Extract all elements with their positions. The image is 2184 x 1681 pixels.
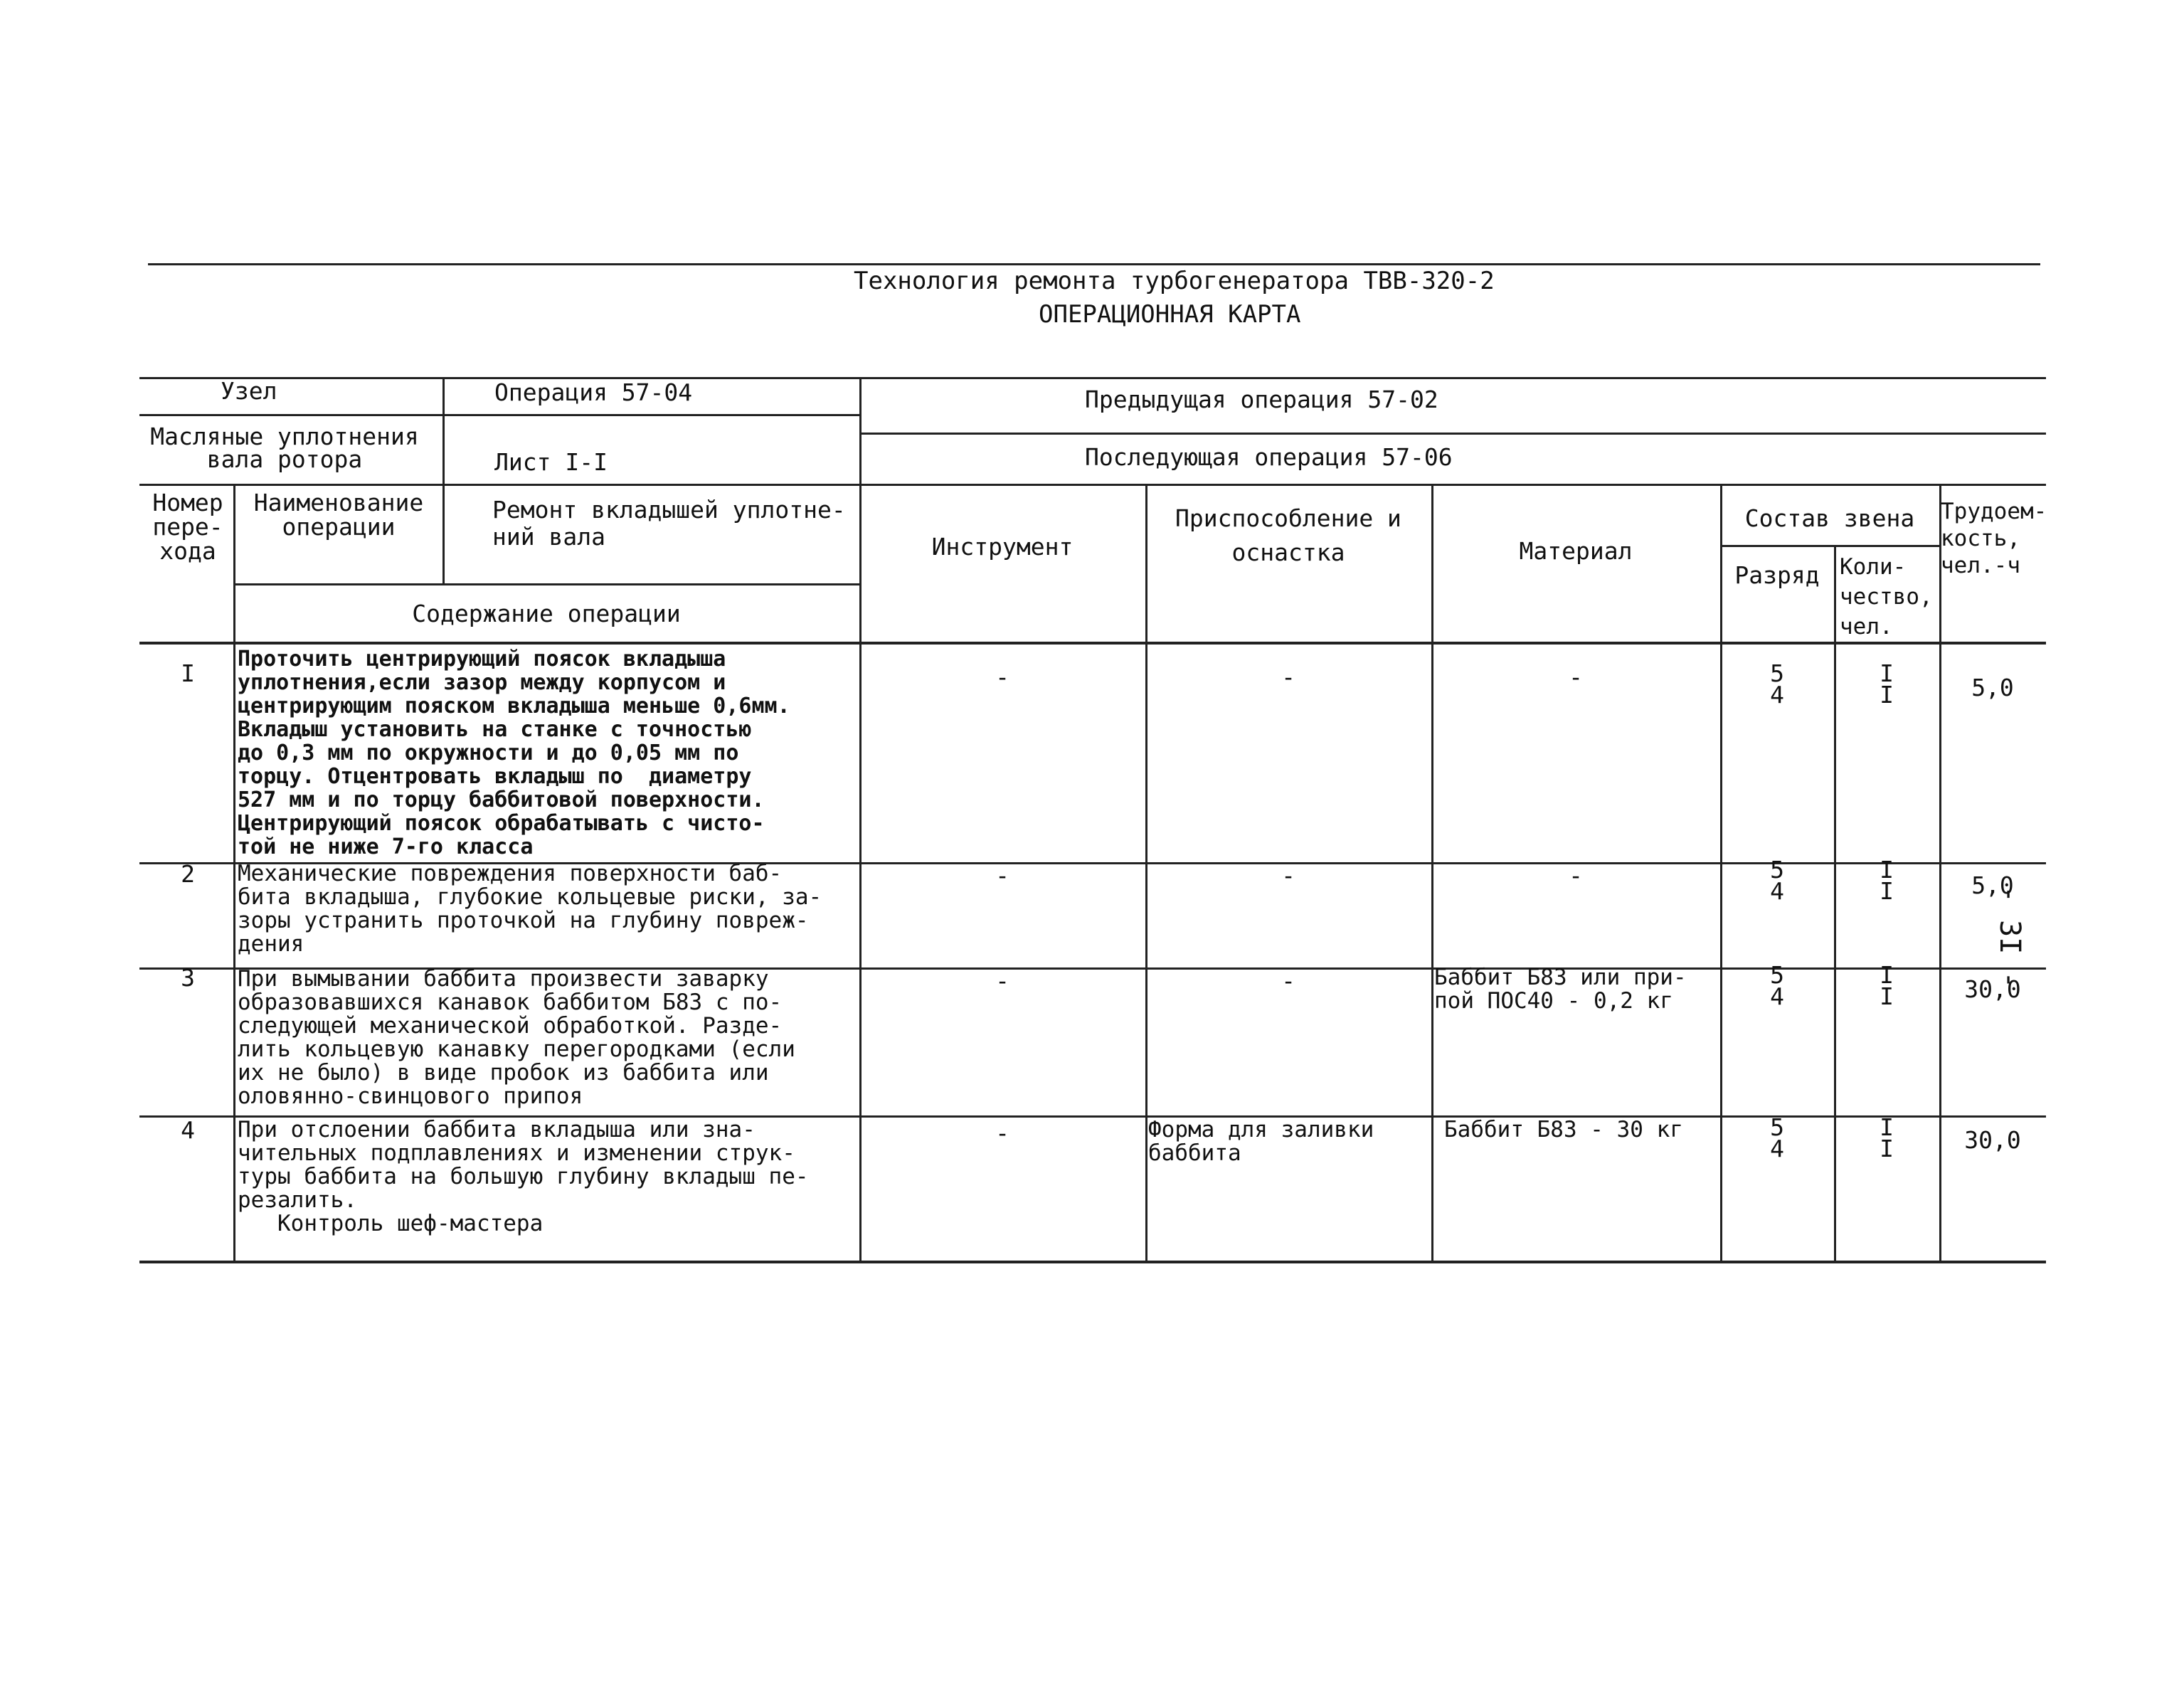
row-labor: 30,0 (1964, 1126, 2021, 1154)
info-divider-2 (859, 377, 862, 642)
header-divider-name (442, 484, 445, 583)
info-right-mid-rule (859, 433, 2046, 435)
row-content: При вымывании баббита произвести заварку образовавшихся канавок баббитом Б83 с по- следующей механической обработкой. Разде- лить кольцевую канавку перегородками (если их не было) в виде пробок из баббита или оловянно-свинцового припоя (238, 966, 795, 1109)
row-count: I I (1880, 961, 1894, 1010)
body-col-line-6 (1834, 642, 1836, 1261)
col-tool: Инструмент (931, 533, 1074, 561)
row-grade: 5 4 (1770, 961, 1784, 1010)
col-crew: Состав звена (1744, 504, 1915, 532)
info-divider-1 (442, 377, 445, 484)
col-op-name: Наименование операции (253, 489, 424, 541)
header-crew-rule (1720, 545, 1939, 547)
row-material: - (1569, 861, 1583, 889)
row-tool: - (995, 967, 1009, 995)
row-grade: 5 4 (1770, 659, 1784, 709)
header-divider-grade (1834, 545, 1836, 642)
row-tool: - (995, 861, 1009, 889)
row-fixture: - (1281, 861, 1295, 889)
row-number: 3 (181, 964, 195, 992)
sheet-number: Лист I-I (494, 448, 608, 476)
row-count: I I (1880, 1113, 1894, 1162)
row-grade: 5 4 (1770, 1113, 1784, 1162)
header-content-rule (233, 583, 859, 585)
body-top-rule (139, 642, 2046, 645)
row-fixture: Форма для заливки баббита (1148, 1117, 1374, 1166)
body-col-line-4 (1431, 642, 1433, 1261)
node-value: Масляные уплотнения вала ротора (150, 423, 419, 473)
row-labor: 30,0 (1964, 975, 2021, 1003)
previous-operation: Предыдущая операция 57-02 (1085, 386, 1438, 413)
info-left-mid-rule (139, 414, 859, 416)
row-number: 2 (181, 860, 195, 888)
body-bottom-rule (139, 1261, 2046, 1263)
row-number: 4 (181, 1116, 195, 1144)
row-count: I I (1880, 659, 1894, 709)
col-content: Содержание операции (412, 600, 681, 627)
col-count: Коли- чество, чел. (1840, 554, 1933, 640)
operation-number: Операция 57-04 (494, 378, 693, 406)
next-operation: Последующая операция 57-06 (1085, 443, 1453, 471)
row-material: Баббит Б83 - 30 кг (1444, 1117, 1683, 1142)
top-rule (148, 263, 2040, 265)
row-content: При отслоении баббита вкладыша или зна- чительных подплавлениях и изменении струк- туры баббита на большую глубину вкладыш пе- резалить. Контроль шеф-мастера (238, 1117, 809, 1236)
document-subtitle: ОПЕРАЦИОННАЯ КАРТА (1039, 300, 1301, 329)
row-count: I I (1880, 856, 1894, 905)
row-material: - (1569, 663, 1583, 691)
row-grade: 5 4 (1770, 856, 1784, 905)
row-labor: 5,0 (1971, 674, 2014, 701)
document-title: Технология ремонта турбогенератора ТВВ-320-2 (854, 267, 1495, 295)
row-tool: - (995, 663, 1009, 691)
page-number: - 3I - (1993, 886, 2026, 989)
col-labor: Трудоем- кость, чел.-ч (1941, 499, 2047, 578)
body-col-line-3 (1145, 642, 1147, 1261)
body-col-line-7 (1939, 642, 1941, 1261)
info-bottom-rule (139, 484, 2046, 486)
body-col-line-2 (859, 642, 862, 1261)
row-fixture: - (1281, 663, 1295, 691)
col-material: Материал (1519, 537, 1633, 565)
row-content: Проточить центрирующий поясок вкладыша уплотнения,если зазор между корпусом и центрирующим пояском вкладыша меньше 0,6мм. Вкладыш установить на станке с точностью до 0,3 мм по окружности и до 0,05 мм по торцу. Отцентровать вкладыш по диаметру 527 мм и по торцу баббитовой поверхности. Центрирующий поясок обрабатывать с чисто- той не ниже 7-го класса (238, 647, 790, 859)
node-label: Узел (221, 377, 277, 405)
row-content: Механические повреждения поверхности баб- бита вкладыша, глубокие кольцевые риски, за- зоры устранить проточкой на глубину повреж- дения (238, 861, 822, 957)
row-fixture: - (1281, 967, 1295, 995)
col-number: Номер пере- хода (152, 489, 223, 565)
col-grade: Разряд (1734, 561, 1820, 589)
body-col-line-1 (233, 642, 235, 1261)
row-labor: 5,0 (1971, 871, 2014, 899)
row-number: I (181, 659, 195, 687)
row-material: Баббит Б83 или при- пой ПОС40 - 0,2 кг (1434, 965, 1687, 1014)
col-op-name-value: Ремонт вкладышей уплотне- ний вала (492, 496, 846, 551)
body-col-line-5 (1720, 642, 1722, 1261)
info-top-rule (139, 377, 2046, 379)
row-tool: - (995, 1119, 1009, 1147)
col-fixture: Приспособление и оснастка (1175, 504, 1401, 566)
